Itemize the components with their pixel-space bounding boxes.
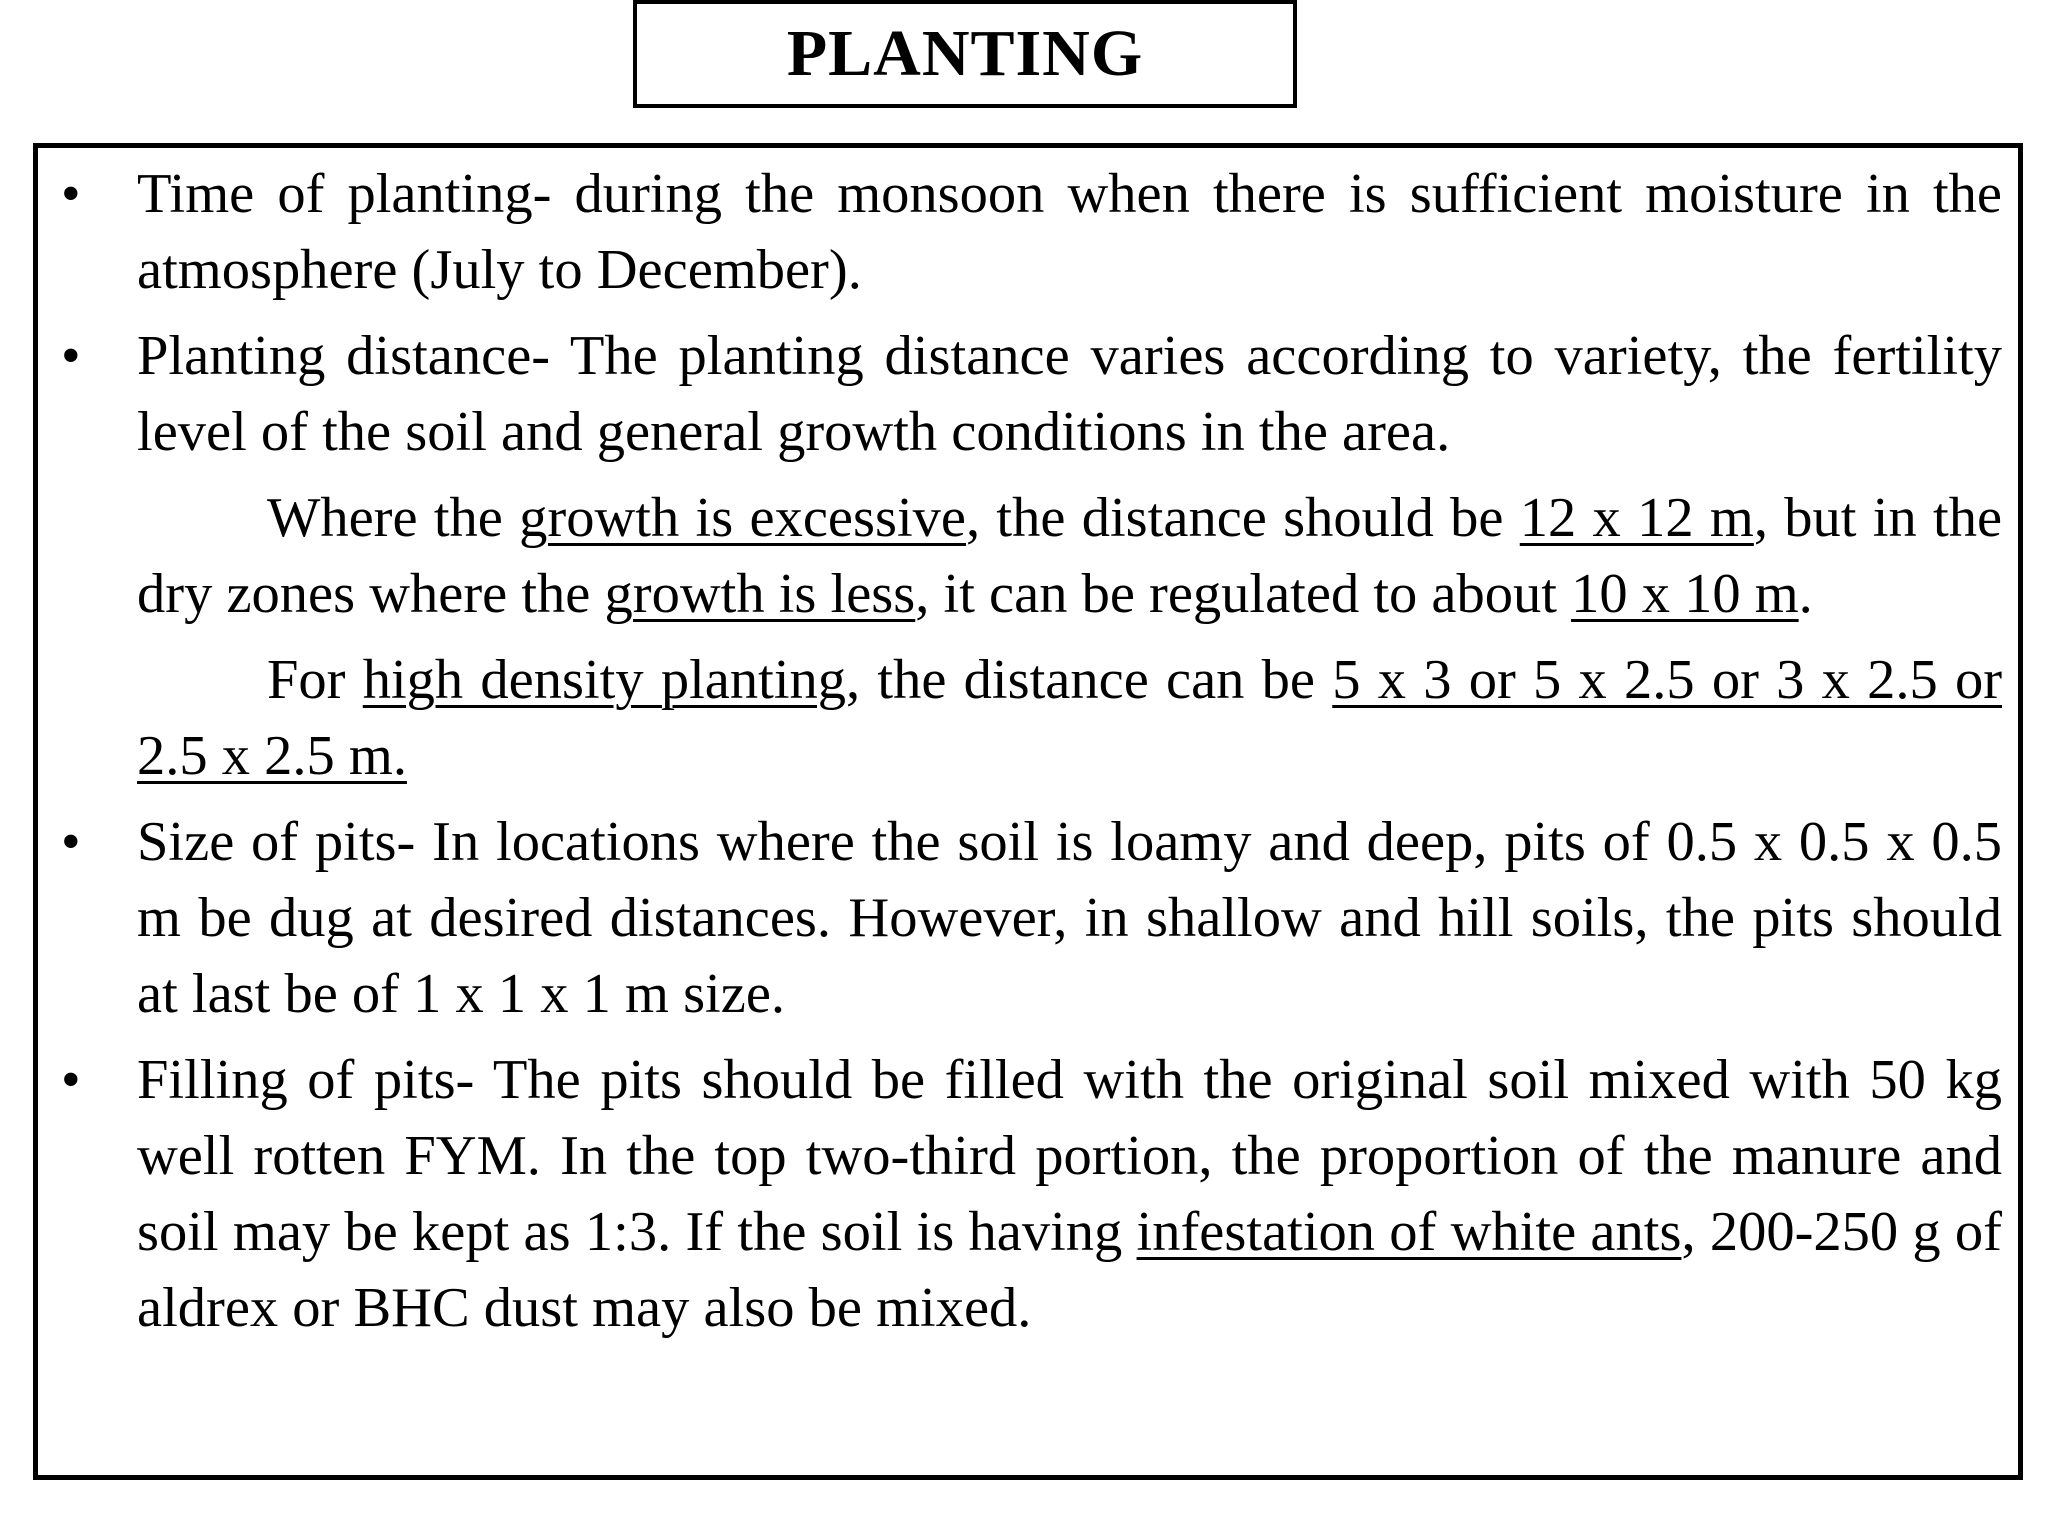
bullet-text: Size of pits- In locations where the soil is loamy and deep, pits of 0.5 x 0.5 x 0.5 m be dug at desired distances. However, in shallow and hill soils, the pits should at last be of 1 x 1 x 1 m size. (137, 811, 2002, 1025)
underlined-text: growth is excessive (519, 487, 966, 549)
bullet-text: Planting distance- The planting distance varies according to variety, the fertility level of the soil and general growth conditions in the area. (137, 325, 2002, 463)
text-segment: , it can be regulated to about (915, 563, 1572, 625)
underlined-text: 12 x 12 m (1519, 487, 1754, 549)
text-segment: Filling of pits- The pits should be filled with the original soil mixed with 50 kg well rotten FYM. In the top two-third portion, the proportion of the manure and soil may be kept as 1:3. If the soil is having (137, 1049, 2002, 1263)
text-segment: Where the (267, 487, 520, 549)
paragraph-growth-distance (137, 480, 2002, 632)
bullet-item-planting-distance (61, 318, 2002, 470)
text-segment: , the distance should be (966, 487, 1520, 549)
underlined-text: infestation of white ants (1136, 1201, 1682, 1263)
content-box (33, 143, 2023, 1480)
page-title: PLANTING (786, 17, 1144, 90)
bullet-text: Time of planting- during the monsoon when there is sufficient moisture in the atmosphere (July to December). (137, 163, 2002, 301)
bullet-icon: • (61, 325, 81, 387)
bullet-icon: • (61, 1049, 81, 1111)
underlined-text: high density planting (362, 649, 847, 711)
bullet-item-filling-of-pits (61, 1042, 2002, 1346)
bullet-icon: • (61, 811, 81, 873)
bullet-item-time-of-planting (61, 156, 2002, 308)
underlined-text: 5 x 3 or 5 x 2.5 or 3 x 2.5 or 2.5 x 2.5 m. (137, 649, 2003, 787)
text-segment: , the distance can be (846, 649, 1333, 711)
text-segment: , but in the dry zones where the (137, 487, 2003, 625)
underlined-text: 10 x 10 m (1571, 563, 1799, 625)
title-box (633, 0, 1297, 108)
text-segment: , 200-250 g of aldrex or BHC dust may also be mixed. (137, 1201, 2002, 1339)
paragraph-high-density (137, 642, 2002, 794)
bullet-icon: • (61, 163, 81, 225)
bullet-item-size-of-pits (61, 804, 2002, 1032)
text-segment: For (267, 649, 363, 711)
text-segment: . (1798, 563, 1813, 625)
underlined-text: growth is less (604, 563, 916, 625)
content-list (61, 156, 2003, 1346)
